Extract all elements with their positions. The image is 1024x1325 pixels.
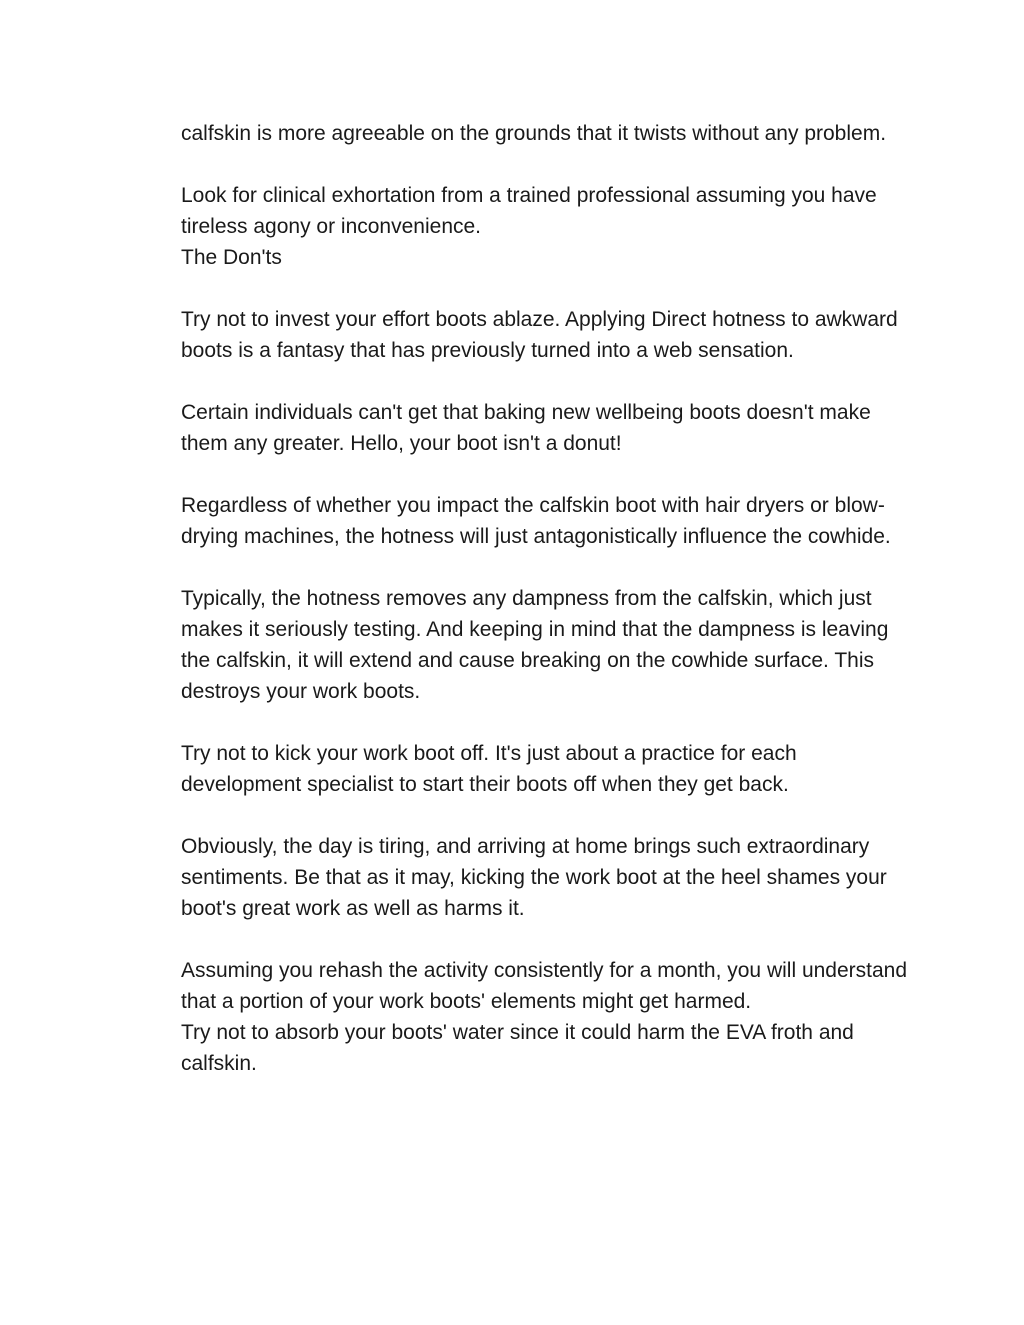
paragraph-baking-boots: Certain individuals can't get that baking new wellbeing boots doesn't make them any greater. Hello, your boot isn't a donut!	[181, 401, 871, 455]
paragraph-gap	[181, 924, 921, 955]
paragraph-boots-ablaze: Try not to invest your effort boots ablaze. Applying Direct hotness to awkward boots is a fantasy that has previously turned into a web sensation.	[181, 308, 898, 362]
paragraph-day-tiring: Obviously, the day is tiring, and arriving at home brings such extraordinary sentiments. Be that as it may, kicking the work boot at the heel shames your boot's great work as well as harms it.	[181, 835, 887, 920]
paragraph-rehash-activity: Assuming you rehash the activity consistently for a month, you will understand that a portion of your work boots' elements might get harmed.	[181, 959, 908, 1013]
paragraph-gap	[181, 366, 921, 397]
paragraph-gap	[181, 459, 921, 490]
paragraph-gap	[181, 552, 921, 583]
section-heading-donts: The Don'ts	[181, 246, 282, 269]
paragraph-gap	[181, 273, 921, 304]
paragraph-gap	[181, 707, 921, 738]
paragraph-gap	[181, 149, 921, 180]
paragraph-gap	[181, 800, 921, 831]
document-page	[181, 118, 921, 1079]
paragraph-clinical-advice: Look for clinical exhortation from a trained professional assuming you have tireless agony or inconvenience.	[181, 184, 877, 238]
paragraph-dampness: Typically, the hotness removes any dampness from the calfskin, which just makes it seriously testing. And keeping in mind that the dampness is leaving the calfskin, it will extend and cause breaking on the cowhide surface. This destroys your work boots.	[181, 587, 889, 703]
paragraph-absorb-water: Try not to absorb your boots' water since it could harm the EVA froth and calfskin.	[181, 1021, 854, 1075]
paragraph-hair-dryers: Regardless of whether you impact the calfskin boot with hair dryers or blow-drying machines, the hotness will just antagonistically influence the cowhide.	[181, 494, 891, 548]
paragraph-kick-boot-off: Try not to kick your work boot off. It's just about a practice for each development specialist to start their boots off when they get back.	[181, 742, 797, 796]
paragraph-calfskin-agreeable: calfskin is more agreeable on the grounds that it twists without any problem.	[181, 122, 887, 145]
